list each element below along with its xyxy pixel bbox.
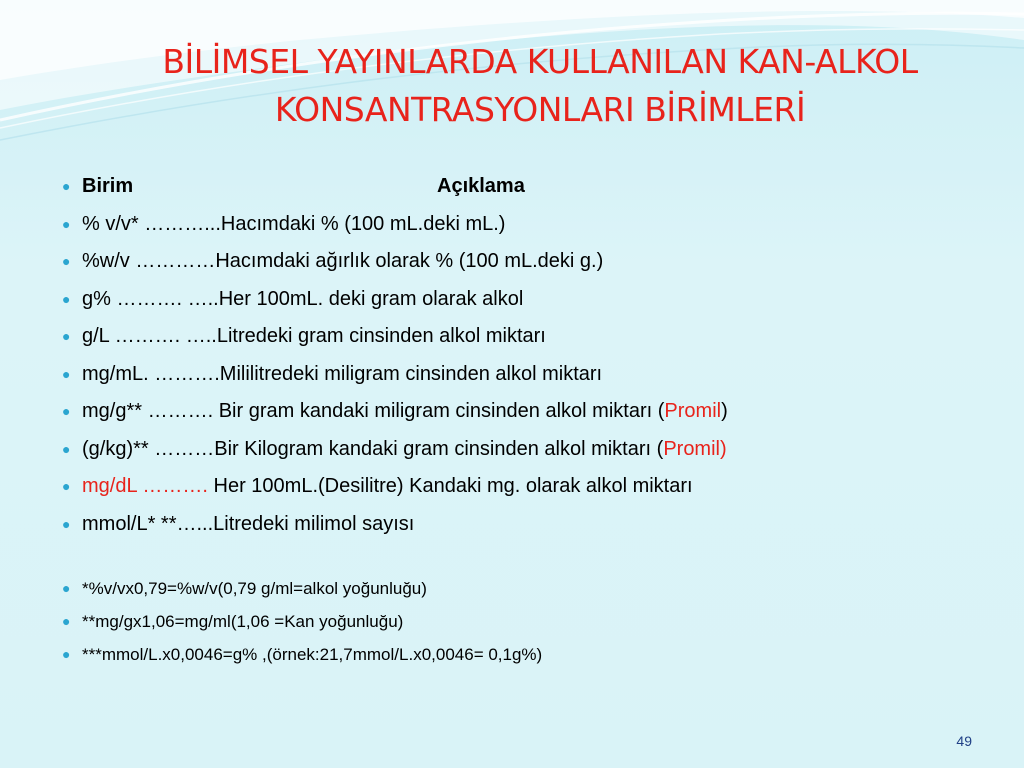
slide-title [60, 38, 1020, 134]
bullet-icon: ● [62, 403, 71, 419]
item-text: Her 100mL.(Desilitre) Kandaki mg. olarak alkol miktarı [207, 475, 693, 497]
list-item [62, 243, 1002, 281]
list-item [62, 506, 1002, 544]
bullet-icon: ● [62, 365, 71, 382]
footnote-text: ***mmol/L.x0,0046=g% ,(örnek:21,7mmol/L.x0,0046= 0,1g%) [82, 645, 543, 664]
item-text: %w/v …………Hacımdaki ağırlık olarak % (100 mL.deki g.) [82, 250, 604, 272]
bullet-icon: ● [62, 290, 71, 307]
footnote-text: *%v/vx0,79=%w/v(0,79 g/ml=alkol yoğunluğu) [82, 579, 427, 598]
footnote-item [62, 572, 1002, 605]
footnote-text: **mg/gx1,06=mg/ml(1,06 =Kan yoğunluğu) [82, 612, 404, 631]
header-birim: Birim [82, 175, 134, 197]
list-item [62, 318, 1002, 356]
list-item [62, 468, 1002, 506]
bullet-icon: ● [62, 253, 71, 269]
bullet-icon: ● [62, 580, 71, 596]
title-line-2: KONSANTRASYONLARI BİRİMLERİ [274, 90, 806, 129]
units-list [62, 168, 1002, 543]
unit-label-red: mg/dL ………. [82, 475, 208, 497]
header-aciklama: Açıklama [437, 175, 525, 197]
list-item [62, 281, 1002, 319]
promil-label: Promil) [663, 437, 727, 460]
list-item [62, 356, 1002, 394]
item-text: mg/mL. ……….Mililitredeki miligram cinsinden alkol miktarı [82, 362, 603, 385]
list-item [62, 393, 1002, 431]
item-text: (g/kg)** ………Bir Kilogram kandaki gram cinsinden alkol miktarı ( [82, 437, 664, 460]
bullet-icon: ● [62, 328, 71, 344]
bullet-icon: ● [62, 515, 71, 532]
page-number: 49 [956, 733, 972, 749]
list-header [62, 168, 1002, 206]
bullet-icon: ● [62, 178, 71, 194]
bullet-icon: ● [62, 478, 71, 494]
list-item [62, 431, 1002, 469]
bullet-icon: ● [62, 440, 71, 457]
bullet-icon: ● [62, 215, 71, 232]
item-text: mmol/L* **…...Litredeki milimol sayısı [82, 512, 415, 535]
bullet-icon: ● [62, 646, 71, 662]
footnote-item [62, 605, 1002, 638]
item-text: g/L ………. …..Litredeki gram cinsinden alkol miktarı [82, 325, 546, 347]
bullet-icon: ● [62, 613, 71, 629]
item-text: g% ………. …..Her 100mL. deki gram olarak alkol [82, 287, 524, 310]
title-line-1: BİLİMSEL YAYINLARDA KULLANILAN KAN-ALKOL [162, 42, 918, 81]
item-text: mg/g** ………. Bir gram kandaki miligram cinsinden alkol miktarı ( [82, 400, 665, 422]
promil-label: Promil [664, 400, 722, 422]
item-text: % v/v* ………...Hacımdaki % (100 mL.deki mL.) [82, 212, 506, 235]
list-item [62, 206, 1002, 244]
footnote-item [62, 638, 1002, 671]
item-text-end: ) [721, 400, 728, 422]
footnotes-list [62, 572, 1002, 671]
